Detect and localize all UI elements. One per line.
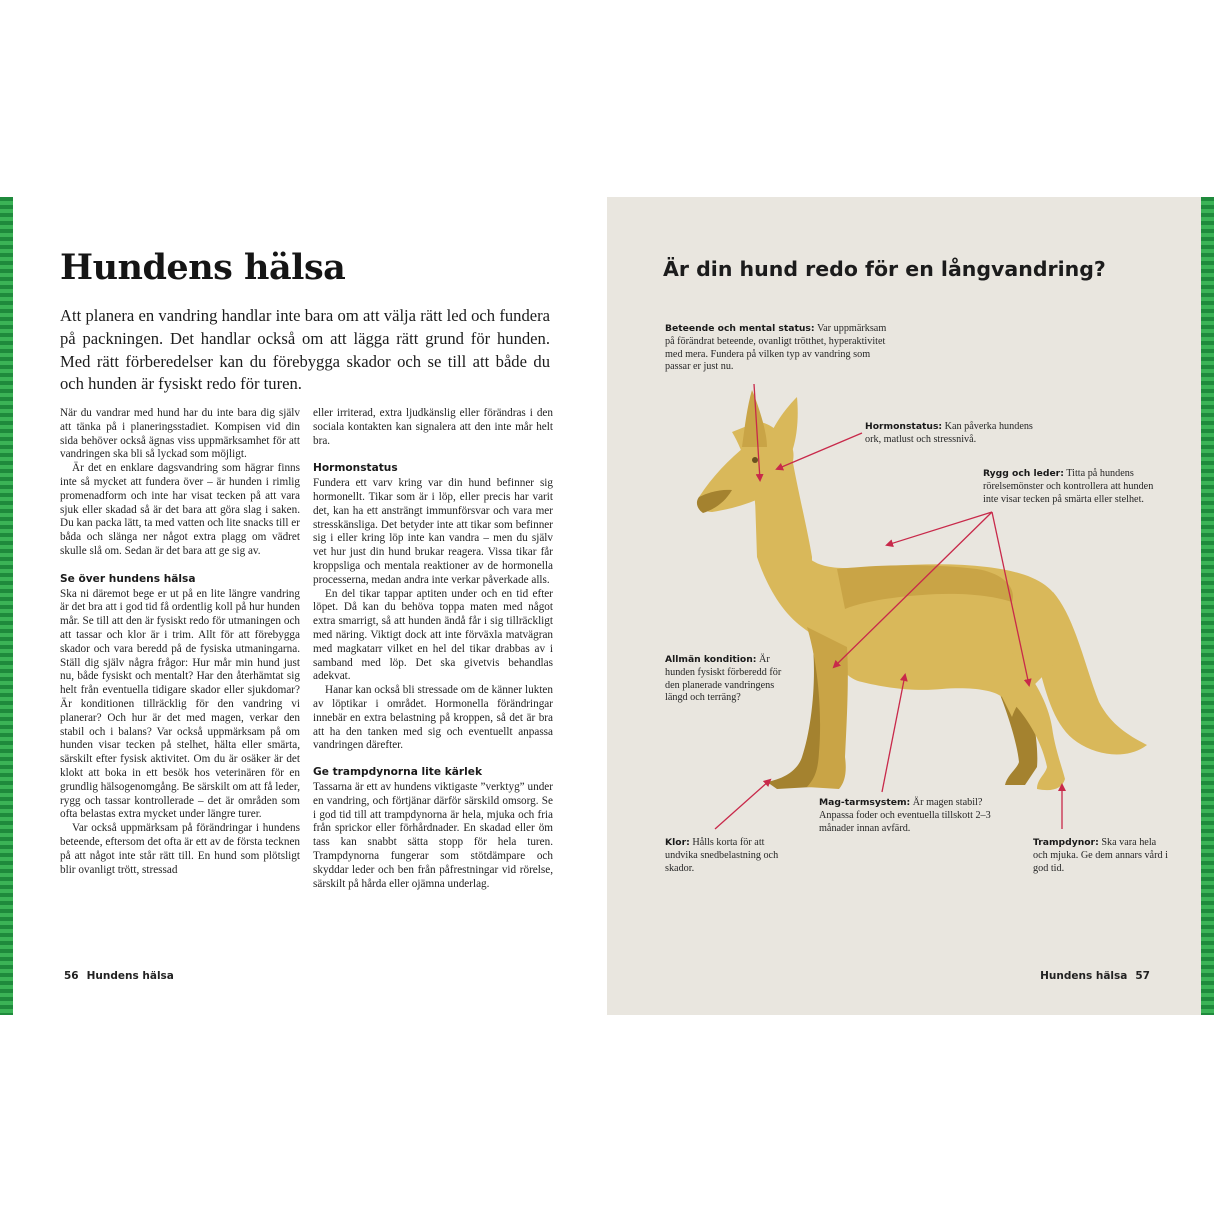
- annotation-label: Hormonstatus:: [865, 421, 943, 432]
- arrow-rygg-1: [887, 512, 992, 545]
- right-page: [607, 197, 1214, 1015]
- annotation-text: Hålls korta för att undvika snedbelastning och skador.: [665, 837, 779, 874]
- annotation-text: Var uppmärksam på förändrat beteende, ovanligt trötthet, hyperaktivitet med mera. Fundera på vilken typ av vandring som passar er just nu.: [665, 323, 887, 373]
- page-number: 56: [64, 970, 79, 982]
- annotation-label: Klor:: [665, 837, 690, 848]
- annotation-mag: [819, 797, 994, 835]
- body-paragraph: Fundera ett varv kring var din hund befinner sig hormonellt. Tikar som är i löp, eller precis har varit det, kan ha ett ansträngt immunförsvar och vara mer stresskänsliga. Det betyder inte att tikar som befinner sig i eller kring löp inte kan vandra – men du själv vet hur just din hund brukar reagera. Vissa tikar får kroppsliga och mentala reaktioner av de hormonella processerna, medan andra inte verkar påverkade alls.: [313, 477, 553, 586]
- body-paragraph: Hanar kan också bli stressade om de känner lukten av löptikar i området. Hormonella förändringar innebär en extra belastning på kroppen, så det är bra att ha den tanken med sig och eventuellt anpassa vandringen därefter.: [313, 684, 553, 752]
- page-folio-right: [1036, 970, 1154, 982]
- dog-eye: [752, 457, 758, 463]
- annotation-beteende: [665, 323, 887, 374]
- annotation-text: Är hunden fysiskt förberedd för den planerade vandringens längd och terräng?: [665, 654, 782, 704]
- annotation-text: Ska vara hela och mjuka. Ge dem annars vård i god tid.: [1033, 837, 1168, 874]
- page-title-right: Är din hund redo för en långvandring?: [663, 257, 1106, 281]
- body-paragraph: En del tikar tappar aptiten under och en tid efter löpet. Då kan du behöva toppa maten med något extra smarrigt, så att hunden ändå får i sig tillräckligt med näring. Viktigt dock att inte förväxla matvägran med magkatarr vilket en hel del tikar drabbas av i samband med löp. Det ska givetvis behandlas adekvat.: [313, 587, 553, 683]
- body-paragraph: När du vandrar med hund har du inte bara dig själv att tänka på i planeringsstadiet. Kompisen vid din sida behöver också ägnas viss uppmärksamhet för att vandringen ska bli så lyckad som möjligt.: [60, 407, 300, 461]
- annotation-tramp: [1033, 837, 1168, 875]
- annotation-label: Rygg och leder:: [983, 468, 1064, 479]
- text-column-1: [60, 407, 300, 877]
- dog-illustration: [607, 197, 1214, 1015]
- arrow-mag: [882, 675, 905, 792]
- running-title: Hundens hälsa: [1040, 970, 1128, 982]
- annotation-allman: [665, 654, 783, 705]
- body-paragraph: Tassarna är ett av hundens viktigaste ”verktyg” under en vandring, och förtjänar därför särskild omsorg. Se i god tid till att trampdynorna är hela, mjuka och fria från sprickor eller förhårdnader. En skadad eller öm tass kan snabbt sätta stopp för hela turen. Trampdynorna fungerar som stötdämpare och skyddar leder och ben från påfrestningar vid rörelse, särskilt på hårda eller ojämna underlag.: [313, 780, 553, 890]
- lead-paragraph: Att planera en vandring handlar inte bara om att välja rätt led och fundera på packningen. Det handlar också om att lägga rätt grund för hunden. Med rätt förberedelser kan du förebygga skador och se till att både du och hunden är fysiskt redo för turen.: [60, 306, 550, 394]
- body-paragraph: Är det en enklare dagsvandring som hägrar finns inte så mycket att fundera över – är hunden i rimlig promenadform och inte har visat tecken på att vara sjuk eller skadad så är det bara att göra slag i saken. Du kan packa lätt, ta med vatten och lite snacks till er båda och slänga ner något extra plagg om vädret skulle slå om. Sedan är det bara att ge sig av.: [60, 462, 300, 557]
- annotation-label: Allmän kondition:: [665, 654, 757, 665]
- annotation-klor: [665, 837, 785, 875]
- body-paragraph: Var också uppmärksam på förändringar i hundens beteende, eftersom det ofta är ett av de första tecknen på att något inte står rätt till. En hund som plötsligt blir ovanligt trött, stressad: [60, 822, 300, 876]
- body-paragraph: eller irriterad, extra ljudkänslig eller förändras i den sociala kontakten kan signalera att den inte mår helt bra.: [313, 407, 553, 447]
- german-shepherd-dog: [697, 390, 1147, 790]
- section-heading: Ge trampdynorna lite kärlek: [313, 766, 483, 779]
- annotation-text: Kan påverka hundens ork, matlust och stressnivå.: [865, 421, 1033, 445]
- book-spread: [0, 197, 1214, 1015]
- annotation-hormon: [865, 421, 1045, 447]
- running-title: Hundens hälsa: [86, 970, 174, 982]
- annotation-label: Trampdynor:: [1033, 837, 1099, 848]
- page-number: 57: [1135, 970, 1150, 982]
- section-heading: Se över hundens hälsa: [60, 572, 196, 585]
- annotation-text: Titta på hundens rörelsemönster och kontrollera att hunden inte visar tecken på smärta eller stelhet.: [983, 468, 1154, 505]
- page-folio-left: [60, 970, 178, 982]
- body-paragraph: Ska ni däremot bege er ut på en lite längre vandring är det bra att i god tid få ordentlig koll på hur hunden mår. Se till att den är fysiskt redo för utmaningen och att tassar och klor är i trim. Allt för att förebygga skador och vara beredd på de fysiska utmaningarna. Ställ dig själv några frågor: Hur mår min hund just nu, både fysiskt och mentalt? Har den återhämtat sig helt från eventuella tidigare skador eller sjukdomar? Är konditionen tillräcklig för den vandring vi planerar? Och hur är det med magen, verkar den stabil och i balans? Var också uppmärksam på om hunden visar tecken på stelhet, hälta eller smärta, särskilt efter fysisk aktivitet. Om du är osäker är det klokt att boka in ett besök hos veterinären för en grundlig hälsogenomgång. Be särskilt om att få leder, rygg och tassar kontrollerade – det är områden som ofta belastas extra mycket under längre turer.: [60, 587, 300, 821]
- page-title-left: Hundens hälsa: [60, 247, 346, 288]
- annotation-text: Är magen stabil? Anpassa foder och eventuella tillskott 2–3 månader innan avfärd.: [819, 797, 991, 834]
- green-edge-stripe-left: [0, 197, 13, 1015]
- left-page: [0, 197, 606, 1015]
- annotation-label: Mag-tarmsystem:: [819, 797, 911, 808]
- arrow-klor: [715, 780, 770, 829]
- section-heading: Hormonstatus: [313, 462, 398, 475]
- annotation-label: Beteende och mental status:: [665, 323, 815, 334]
- text-column-2: [313, 407, 553, 891]
- annotation-rygg: [983, 468, 1158, 506]
